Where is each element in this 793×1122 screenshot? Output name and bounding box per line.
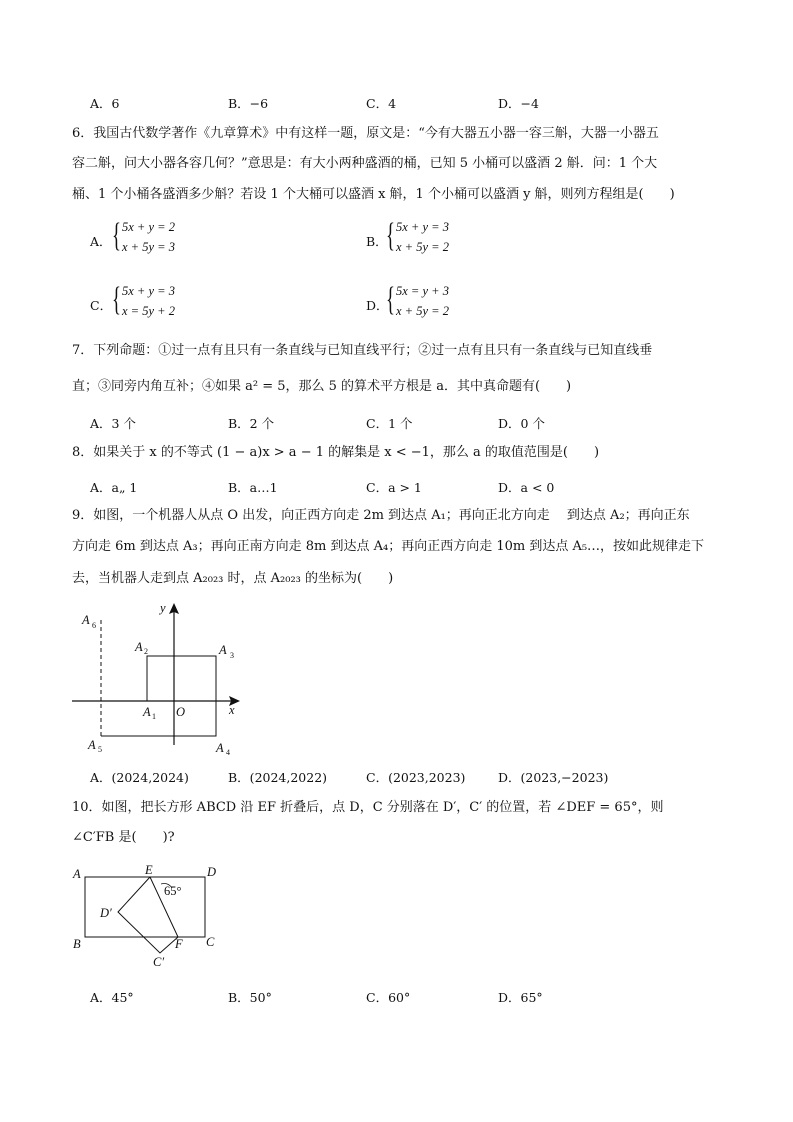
q5-option-a: A．6 <box>90 96 120 111</box>
q9-option-d: D．(2023,−2023) <box>498 770 609 785</box>
q6-text-line1: 6．我国古代数学著作《九章算术》中有这样一题，原文是：“今有大器五小器一容三斛，大器一小器五 <box>72 126 659 141</box>
q6-option-c-label: C． <box>90 298 113 313</box>
q9-option-b: B．(2024,2022) <box>228 770 328 785</box>
q5-option-c: C．4 <box>366 96 397 111</box>
a5-label: A <box>88 738 96 752</box>
angle-label: 65° <box>164 884 182 898</box>
q7-option-b: B．2 个 <box>228 416 275 431</box>
label-d: D <box>207 865 217 879</box>
label-b: B <box>73 937 81 951</box>
a4-subscript: 4 <box>226 748 230 757</box>
q10-option-a: A．45° <box>90 990 134 1005</box>
q5-option-b: B．−6 <box>228 96 269 111</box>
q9-option-a: A．(2024,2024) <box>90 770 189 785</box>
a1-subscript: 1 <box>152 712 156 721</box>
q7-option-d: D．0 个 <box>498 416 545 431</box>
robot-path <box>101 656 216 736</box>
a3-subscript: 3 <box>230 651 234 660</box>
q6-d-eq1: 5x = y + 3 <box>396 284 449 298</box>
q6-d-eq2: x + 5y = 2 <box>396 304 449 318</box>
label-c: C <box>206 935 215 949</box>
label-d-prime: D′ <box>100 906 112 920</box>
label-e: E <box>145 863 153 877</box>
q10-option-d: D．65° <box>498 990 543 1005</box>
q6-c-eq1: 5x + y = 3 <box>122 284 175 298</box>
q6-text-line2: 容二斛，问大小器各容几何？”意思是：有大小两种盛酒的桶，已知 5 小桶可以盛酒 2 斛．问：1 个大 <box>72 156 658 171</box>
y-axis-label: y <box>160 601 166 615</box>
a1-label: A <box>143 705 151 719</box>
q8-option-d: D．a < 0 <box>498 480 555 495</box>
q6-option-b-label: B． <box>366 234 388 249</box>
q8-option-b: B．a…1 <box>228 480 278 495</box>
q7-text-line2: 直；③同旁内角互补；④如果 a² = 5，那么 5 的算术平方根是 a．其中真命题有( ) <box>72 379 572 394</box>
origin-label: O <box>176 705 186 719</box>
q9-text-line3: 去，当机器人走到点 A₂₀₂₃ 时，点 A₂₀₂₃ 的坐标为( ) <box>72 571 394 586</box>
a4-label: A <box>216 741 224 755</box>
a3-label: A <box>219 643 227 657</box>
label-f: F <box>175 937 183 951</box>
q6-a-eq2: x + 5y = 3 <box>122 240 175 254</box>
q6-option-a-label: A． <box>90 234 112 249</box>
q10-option-b: B．50° <box>228 990 272 1005</box>
a5-subscript: 5 <box>98 745 102 754</box>
q9-text-line2: 方向走 6m 到达点 A₃；再向正南方向走 8m 到达点 A₄；再向正西方向走 10m 到达点 A₅…，按如此规律走下 <box>72 539 705 554</box>
brace-icon: { <box>112 217 121 254</box>
q10-text-line1: 10．如图，把长方形 ABCD 沿 EF 折叠后，点 D，C 分别落在 D′，C′ 的位置，若 ∠DEF = 65°，则 <box>72 800 664 815</box>
q9-text-line1: 9．如图，一个机器人从点 O 出发，向正西方向走 2m 到达点 A₁；再向正北方向走 到达点 A₂；再向正东 <box>72 508 690 523</box>
brace-icon: { <box>386 217 395 254</box>
q8-text-line1: 8．如果关于 x 的不等式 (1 − a)x > a − 1 的解集是 x < −1，那么 a 的取值范围是( ) <box>72 445 600 460</box>
q7-option-a: A．3 个 <box>90 416 136 431</box>
x-axis-label: x <box>229 703 235 717</box>
q6-b-eq1: 5x + y = 3 <box>396 220 449 234</box>
a6-subscript: 6 <box>92 621 96 630</box>
a2-subscript: 2 <box>144 647 148 656</box>
q6-a-eq1: 5x + y = 2 <box>122 220 175 234</box>
a2-label: A <box>135 640 143 654</box>
q8-option-c: C．a > 1 <box>366 480 422 495</box>
brace-icon: { <box>112 281 121 318</box>
q10-text-line2: ∠C′FB 是( )? <box>72 830 175 845</box>
q6-b-eq2: x + 5y = 2 <box>396 240 449 254</box>
q7-option-c: C．1 个 <box>366 416 413 431</box>
q8-option-a: A．a„ 1 <box>90 480 138 495</box>
brace-icon: { <box>386 281 395 318</box>
q6-c-eq2: x = 5y + 2 <box>122 304 175 318</box>
q9-option-c: C．(2023,2023) <box>366 770 466 785</box>
label-a: A <box>73 867 81 881</box>
q6-option-d-label: D． <box>366 298 389 313</box>
a6-label: A <box>82 613 90 627</box>
q5-option-d: D．−4 <box>498 96 539 111</box>
q7-text-line1: 7．下列命题：①过一点有且只有一条直线与已知直线平行；②过一点有且只有一条直线与已知直线垂 <box>72 343 653 358</box>
q6-text-line3: 桶、1 个小桶各盛酒多少斛？若设 1 个大桶可以盛酒 x 斛，1 个小桶可以盛酒 y 斛，则列方程组是( ) <box>72 187 675 202</box>
label-c-prime: C′ <box>153 955 165 969</box>
q10-option-c: C．60° <box>366 990 411 1005</box>
